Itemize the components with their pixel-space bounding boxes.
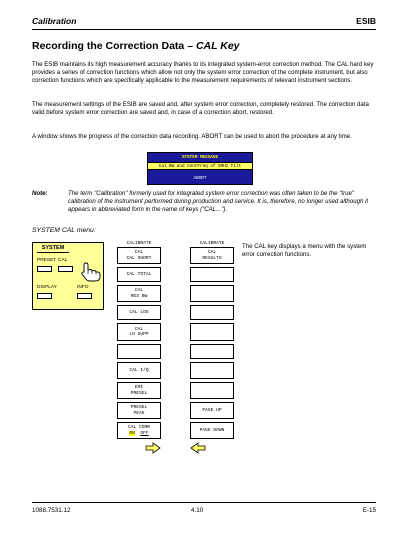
- display-key[interactable]: [37, 293, 52, 299]
- system-message-text: Cal BW and CentFreq of 5MHz Filt: [148, 162, 252, 170]
- softkey-label: CAL I/Q: [129, 367, 149, 373]
- softkey-label: CAL: [134, 288, 144, 294]
- cal-lo-supp-softkey[interactable]: [117, 323, 161, 341]
- cal-log-softkey[interactable]: [117, 305, 161, 320]
- note-text: The term "Calibration" formerly used for integrated system error correction was often taken to be the "true" calibration of the instrument performed during production and service. It is, therefore, no longer used although it appears in abbreviated form in the name of keys ("CAL...").: [68, 190, 369, 213]
- off-option: OFF: [140, 430, 149, 436]
- abort-button[interactable]: ABORT: [193, 176, 207, 181]
- softkey-label: PAGE UP: [202, 407, 222, 413]
- empty-softkey[interactable]: [190, 285, 234, 302]
- cal-key[interactable]: [58, 266, 73, 272]
- header-section-title: Calibration: [32, 16, 77, 26]
- header-instrument-name: ESIB: [356, 16, 376, 26]
- softkey-label: PRESEL: [130, 390, 148, 396]
- emi-presel-softkey[interactable]: [117, 382, 161, 399]
- info-key[interactable]: [77, 293, 92, 299]
- heading-key: CAL Key: [195, 40, 240, 52]
- softkey-label: CAL SHORT: [126, 255, 152, 261]
- cal-corr-state: [118, 431, 160, 436]
- cal-label: CAL: [58, 258, 68, 263]
- softkey-label: PEAK: [133, 410, 145, 416]
- softkey-label: RES BW: [130, 293, 148, 299]
- softkey-label: PAGE DOWN: [199, 427, 225, 433]
- info-label: INFO: [77, 285, 89, 290]
- preset-key[interactable]: [37, 266, 52, 272]
- menu-caption: SYSTEM CAL menu:: [32, 227, 96, 234]
- cal-corr-softkey[interactable]: [117, 422, 161, 439]
- softkey-label: CAL: [134, 250, 144, 256]
- softkey-label: CAL: [134, 326, 144, 332]
- page-up-softkey[interactable]: [190, 402, 234, 419]
- empty-softkey[interactable]: [190, 267, 234, 282]
- page-down-softkey[interactable]: [190, 422, 234, 439]
- softkey-label: CAL: [207, 250, 217, 256]
- cal-results-softkey[interactable]: [190, 247, 234, 264]
- preset-label: PRESET: [37, 258, 57, 263]
- panel-title-divider: [37, 252, 69, 253]
- empty-softkey[interactable]: [117, 344, 161, 359]
- footer-edition: 4.10: [191, 507, 204, 514]
- menu-description: The CAL key displays a menu with the system error correction functions.: [242, 243, 367, 258]
- system-message-window: [147, 152, 253, 185]
- presel-peak-softkey[interactable]: [117, 402, 161, 419]
- right-menu-caption: CALIBRATE: [199, 241, 225, 246]
- cal-total-softkey[interactable]: [117, 267, 161, 282]
- cal-short-softkey[interactable]: [117, 247, 161, 264]
- footer-divider: [32, 502, 376, 503]
- section-heading: [32, 40, 240, 52]
- system-message-title: SYSTEM MESSAGE: [181, 155, 219, 160]
- note-label: Note:: [32, 190, 48, 197]
- softkey-label: CAL CORR: [127, 425, 151, 431]
- empty-softkey[interactable]: [190, 323, 234, 341]
- arrow-right-icon[interactable]: [145, 442, 161, 454]
- empty-softkey[interactable]: [190, 344, 234, 359]
- heading-prefix: Recording the Correction Data –: [32, 40, 196, 52]
- empty-softkey[interactable]: [190, 382, 234, 399]
- softkey-label: PRESEL: [130, 405, 148, 411]
- cal-iq-softkey[interactable]: [117, 362, 161, 379]
- header-divider: [32, 29, 376, 30]
- paragraph-settings: The measurement settings of the ESIB are saved and, after system error correction, completely restored. The correction data valid before system error correction are saved and, in case of a correction abort, restored.: [32, 101, 369, 116]
- arrow-left-icon[interactable]: [190, 442, 206, 454]
- empty-softkey[interactable]: [190, 362, 234, 379]
- panel-title: SYSTEM: [41, 245, 65, 251]
- system-key-panel: [32, 242, 104, 310]
- cal-res-bw-softkey[interactable]: [117, 285, 161, 302]
- footer-page-number: E-15: [362, 507, 376, 514]
- paragraph-intro: The ESIB maintains its high measurement accuracy thanks to its integrated system-error correction method. The CAL hard key provides a series of correction functions which allow not only the system error correction of the complete instrument, but also correction functions which are specifically applicable to the measurement requirements of relevant instrument sections.: [32, 61, 374, 84]
- on-option: ON: [129, 430, 135, 436]
- pointing-hand-icon: [81, 262, 103, 282]
- softkey-label: LO SUPP: [129, 332, 149, 337]
- softkey-label: CAL TOTAL: [126, 271, 152, 277]
- softkey-label: EMI: [134, 385, 144, 391]
- softkey-label: CAL LOG: [129, 309, 149, 315]
- display-label: DISPLAY: [37, 285, 57, 290]
- empty-softkey[interactable]: [190, 305, 234, 320]
- page-header: [32, 14, 376, 28]
- softkey-label: RESULTS: [202, 255, 222, 261]
- footer-document-number: 1088.7531.12: [32, 507, 71, 514]
- left-menu-caption: CALIBRATE: [126, 241, 152, 246]
- paragraph-progress: A window shows the progress of the correction data recording. ABORT can be used to abort the procedure at any time.: [32, 133, 352, 140]
